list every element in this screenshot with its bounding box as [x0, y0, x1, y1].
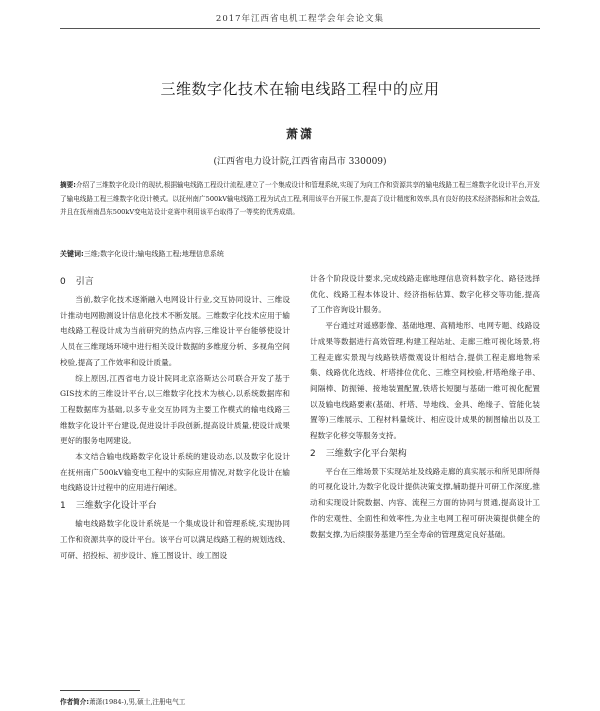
section-title: 三维数字化设计平台 — [75, 501, 157, 512]
paragraph: 输电线路数字化设计系统是一个集成设计和管理系统,实现协同工作和资源共享的设计平台。该平台可以满足线路工程的规划选线、可研、招投标、初步设计、施工图设计、竣工图设 — [60, 519, 290, 560]
paragraph: 计各个阶段设计要求,完成线路走廊地理信息资料数字化、路径选择优化、线路工程本体设计、经济指标估算、数字化移交等功能,提高了工作咨询设计服务。 — [310, 274, 540, 315]
section-heading-architecture — [310, 446, 540, 462]
footnote-label: 作者简介: — [60, 698, 90, 706]
section-heading-intro — [60, 274, 290, 290]
section-title: 引言 — [75, 277, 94, 287]
keywords-label: 关键词: — [60, 250, 84, 258]
section-number: 0 — [60, 277, 66, 287]
section-number: 1 — [60, 501, 66, 512]
keywords — [60, 248, 540, 260]
paragraph: 综上原因,江西省电力设计院同北京洛斯达公司联合开发了基于GIS技术的三维设计平台,以三维数字化技术为核心,以系统数据库和工程数据库为基础,以多专业交互协同为主要工作模式的输电线路三维数字化设计平台建设,促进设计手段创新,提高设计质量,使设计成果更好的服务电网建设。 — [60, 373, 290, 446]
footnote — [60, 696, 185, 706]
keywords-text: 三维;数字化设计;输电线路工程;地理信息系统 — [83, 250, 224, 258]
right-column — [310, 271, 540, 542]
footnote-divider — [60, 690, 140, 691]
abstract-label: 摘要: — [60, 181, 76, 189]
author-name: 萧潇 — [285, 127, 314, 141]
section-heading-platform — [60, 498, 290, 514]
paper-title: 三维数字化技术在输电线路工程中的应用 — [160, 80, 440, 98]
header-divider — [60, 28, 540, 29]
left-column — [60, 272, 290, 563]
section-number: 2 — [310, 448, 316, 459]
abstract — [60, 179, 540, 220]
section-title: 三维数字化平台架构 — [325, 448, 407, 459]
paragraph: 本文结合输电线路数字化设计系统的建设动态,以及数字化设计在抚州南广500kV输变电工程中的实际应用情况,对数字化设计在输电线路设计过程中的应用进行阐述。 — [60, 452, 290, 493]
footnote-text: 萧潇(1984-),男,硕士,注册电气工 — [89, 698, 186, 706]
abstract-text: 介绍了三维数字化设计的现状,根据输电线路工程设计流程,建立了一个集成设计和管理系统,实现了为向工作和资源共享的输电线路工程三维数字化设计平台,开发了输电线路工程三维数字化设计模式。以抚州南广500kV输电线路工程为试点工程,利用该平台开展工作,提高了设计精度和效率,具有良好的技术经济指标和社会效益,并且在抚州南昌东500kV变电站设计竞赛中利用该平台取得了一等奖的优秀成绩。 — [60, 181, 540, 216]
author-affiliation: (江西省电力设计院,江西省南昌市 330009) — [213, 157, 387, 167]
paragraph: 平台在三维场景下实现站址及线路走廊的真实展示和所见即所得的可视化设计,为数字化设计提供决策支撑,辅助提升可研工作深度,推动和实现设计院数据、内容、流程三方面的协同与贯通,提高设计工作的宏观性、全面性和效率性,为业主电网工程可研决策提供健全的数据支撑,为后续服务基建乃至全寿命的管理奠定良好基础。 — [310, 466, 540, 539]
paragraph: 平台通过对遥感影像、基础地理、高精地形、电网专题、线路设计成果等数据进行高效管理,构建工程站址、走廊三维可视化场景,将工程走廊实景现与线路铁塔微观设计相结合,提供工程走廊地物采集、线路优化选线、杆塔排位优化、三维空间校验,杆塔绝缘子串、间隔棒、防振锤、接地装置配置,铁塔长短腿与基础一维可视化配置以及输电线路要素(基础、杆塔、导地线、金具、绝缘子、管能化装置等)三维展示、工程材料量统计、相应设计成果的制图输出以及工程数字化移交等服务支持。 — [310, 321, 540, 441]
running-header: 2017年江西省电机工程学会年会论文集 — [215, 14, 385, 24]
paragraph: 当前,数字化技术逐渐融入电网设计行业,交互协同设计、三维设计推动电网勘测设计信息化技术不断发展。三维数字化技术应用于输电线路工程设计成为当前研究的热点内容,三维设计平台能够使设计人员在三维现场环境中进行相关设计数据的多维度分析、多视角空间校验,提高了工作效率和设计质量。 — [60, 295, 290, 367]
